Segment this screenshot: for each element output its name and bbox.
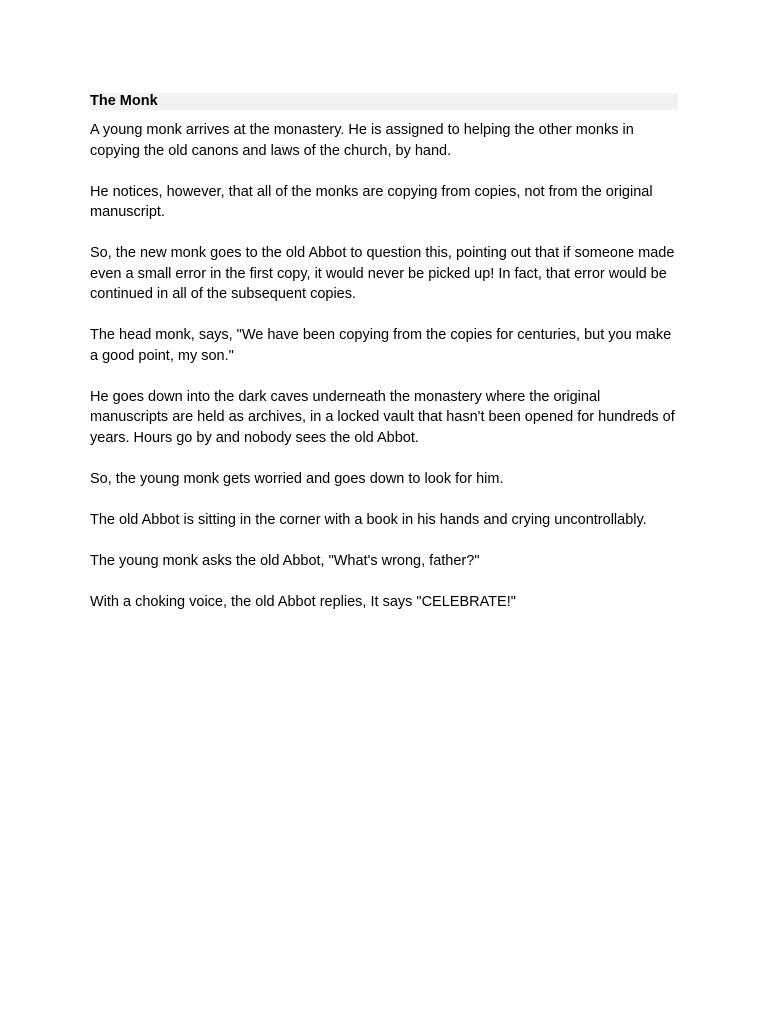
paragraph: He notices, however, that all of the monks are copying from copies, not from the original manuscript.	[90, 183, 653, 220]
paragraph: The old Abbot is sitting in the corner with a book in his hands and crying uncontrollably.	[90, 511, 647, 528]
paragraph: The young monk asks the old Abbot, "What's wrong, father?"	[90, 552, 480, 569]
paragraph: The head monk, says, "We have been copying from the copies for centuries, but you make a good point, my son."	[90, 327, 672, 364]
paragraph: With a choking voice, the old Abbot replies, It says "CELEBRATE!"	[90, 593, 516, 610]
paragraph: So, the young monk gets worried and goes down to look for him.	[90, 470, 504, 487]
document-page	[90, 93, 678, 633]
document-title: The Monk	[90, 93, 678, 110]
paragraph: He goes down into the dark caves underneath the monastery where the original manuscripts are held as archives, in a locked vault that hasn't been opened for hundreds of years. Hours go by and nobody sees the old Abbot.	[90, 388, 675, 446]
paragraph: So, the new monk goes to the old Abbot to question this, pointing out that if someone made even a small error in the first copy, it would never be picked up! In fact, that error would be continued in all of the subsequent copies.	[90, 245, 675, 302]
paragraph: A young monk arrives at the monastery. He is assigned to helping the other monks in copying the old canons and laws of the church, by hand.	[90, 122, 634, 159]
